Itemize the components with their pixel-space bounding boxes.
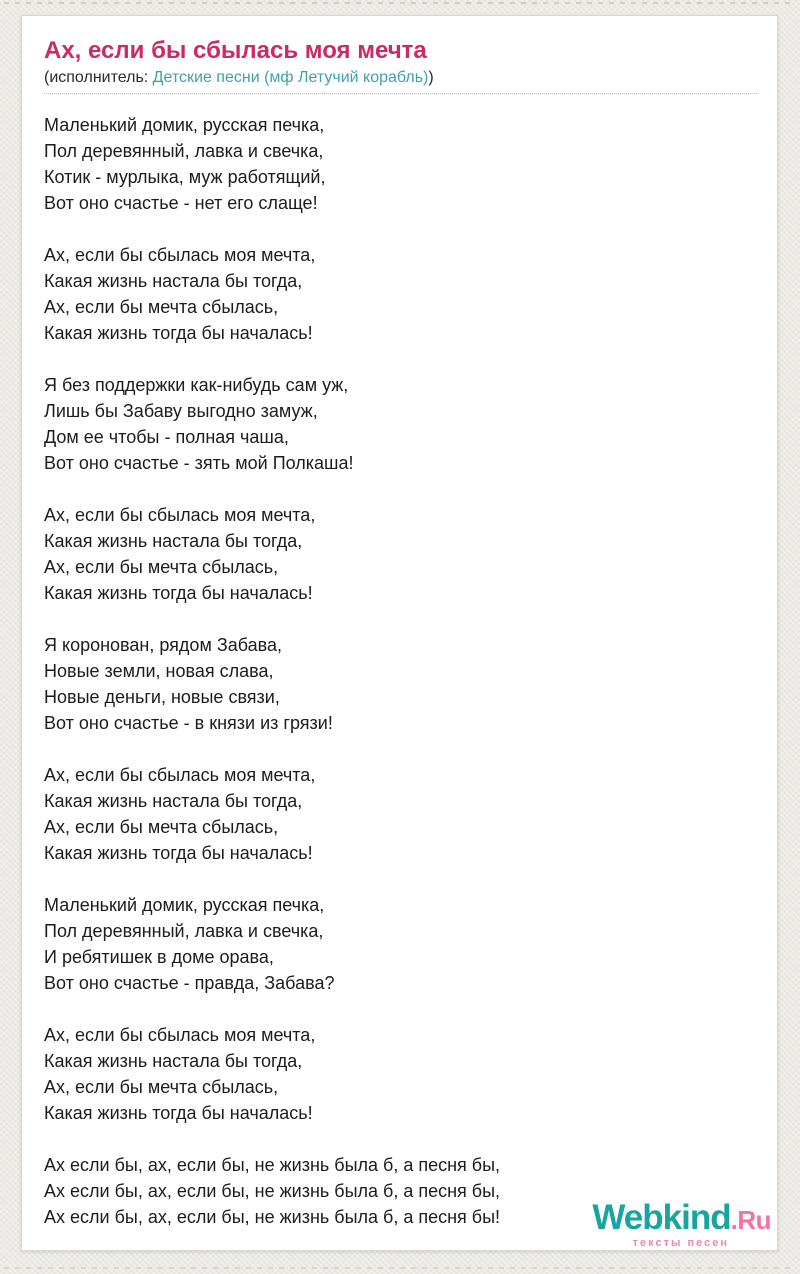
lyric-line: Вот оно счастье - правда, Забава? — [44, 973, 335, 993]
lyric-line: Ах, если бы сбылась моя мечта, — [44, 765, 316, 785]
webkind-logo-main-text: Webkind — [592, 1198, 731, 1237]
lyric-line: Ах, если бы сбылась моя мечта, — [44, 1025, 316, 1045]
lyric-line: Ах, если бы мечта сбылась, — [44, 557, 279, 577]
artist-link[interactable]: Детские песни (мф Летучий корабль) — [152, 69, 429, 86]
lyrics — [44, 112, 757, 1230]
lyric-line: Котик - мурлыка, муж работящий, — [44, 167, 326, 187]
webkind-logo-link[interactable] — [592, 1198, 771, 1249]
lyric-line: Я без поддержки как-нибудь сам уж, — [44, 375, 349, 395]
lyric-line: Вот оно счастье - зять мой Полкаша! — [44, 453, 354, 473]
lyric-line: Пол деревянный, лавка и свечка, — [44, 141, 324, 161]
stanza — [44, 112, 757, 216]
webkind-logo — [592, 1198, 771, 1249]
lyric-line: Какая жизнь настала бы тогда, — [44, 1051, 303, 1071]
stanza — [44, 1022, 757, 1126]
background-texture-bottom — [4, 1267, 796, 1269]
stanza — [44, 762, 757, 866]
lyric-line: Ах, если бы мечта сбылась, — [44, 297, 279, 317]
lyrics-card — [21, 15, 778, 1251]
lyric-line: Какая жизнь настала бы тогда, — [44, 531, 303, 551]
artist-line-suffix: ) — [428, 69, 434, 86]
lyric-line: Ах если бы, ах, если бы, не жизнь была б, а песня бы, — [44, 1181, 501, 1201]
lyric-line: Ах, если бы мечта сбылась, — [44, 817, 279, 837]
lyric-line: Пол деревянный, лавка и свечка, — [44, 921, 324, 941]
stanza — [44, 632, 757, 736]
song-title: Ах, если бы сбылась моя мечта — [44, 37, 427, 64]
lyric-line: Ах если бы, ах, если бы, не жизнь была б, а песня бы, — [44, 1155, 501, 1175]
lyric-line: Маленький домик, русская печка, — [44, 895, 325, 915]
lyric-line: Ах, если бы сбылась моя мечта, — [44, 245, 316, 265]
lyric-line: Какая жизнь настала бы тогда, — [44, 271, 303, 291]
lyric-line: Новые деньги, новые связи, — [44, 687, 280, 707]
webkind-logo-tagline: тексты песен — [632, 1237, 729, 1249]
stanza — [44, 372, 757, 476]
lyric-line: Вот оно счастье - нет его слаще! — [44, 193, 318, 213]
lyric-line: Вот оно счастье - в князи из грязи! — [44, 713, 333, 733]
artist-label: (исполнитель: — [44, 69, 153, 86]
stanza — [44, 242, 757, 346]
lyric-line: Новые земли, новая слава, — [44, 661, 274, 681]
lyric-line: Маленький домик, русская печка, — [44, 115, 325, 135]
lyric-line: Какая жизнь тогда бы началась! — [44, 583, 313, 603]
song-header — [44, 37, 757, 94]
artist-line — [44, 68, 757, 88]
stanza — [44, 892, 757, 996]
lyric-line: Я коронован, рядом Забава, — [44, 635, 282, 655]
lyric-line: И ребятишек в доме орава, — [44, 947, 274, 967]
lyric-line: Какая жизнь тогда бы началась! — [44, 843, 313, 863]
lyric-line: Ах, если бы мечта сбылась, — [44, 1077, 279, 1097]
stanza — [44, 502, 757, 606]
lyric-line: Лишь бы Забаву выгодно замуж, — [44, 401, 318, 421]
webkind-wordmark — [592, 1198, 771, 1237]
background-texture-top — [4, 2, 796, 4]
lyric-line: Какая жизнь тогда бы началась! — [44, 1103, 313, 1123]
lyric-line: Какая жизнь настала бы тогда, — [44, 791, 303, 811]
webkind-logo-tld-text: .Ru — [730, 1205, 771, 1235]
lyric-line: Дом ее чтобы - полная чаша, — [44, 427, 289, 447]
lyric-line: Ах, если бы сбылась моя мечта, — [44, 505, 316, 525]
lyric-line: Какая жизнь тогда бы началась! — [44, 323, 313, 343]
lyric-line: Ах если бы, ах, если бы, не жизнь была б, а песня бы! — [44, 1207, 501, 1227]
